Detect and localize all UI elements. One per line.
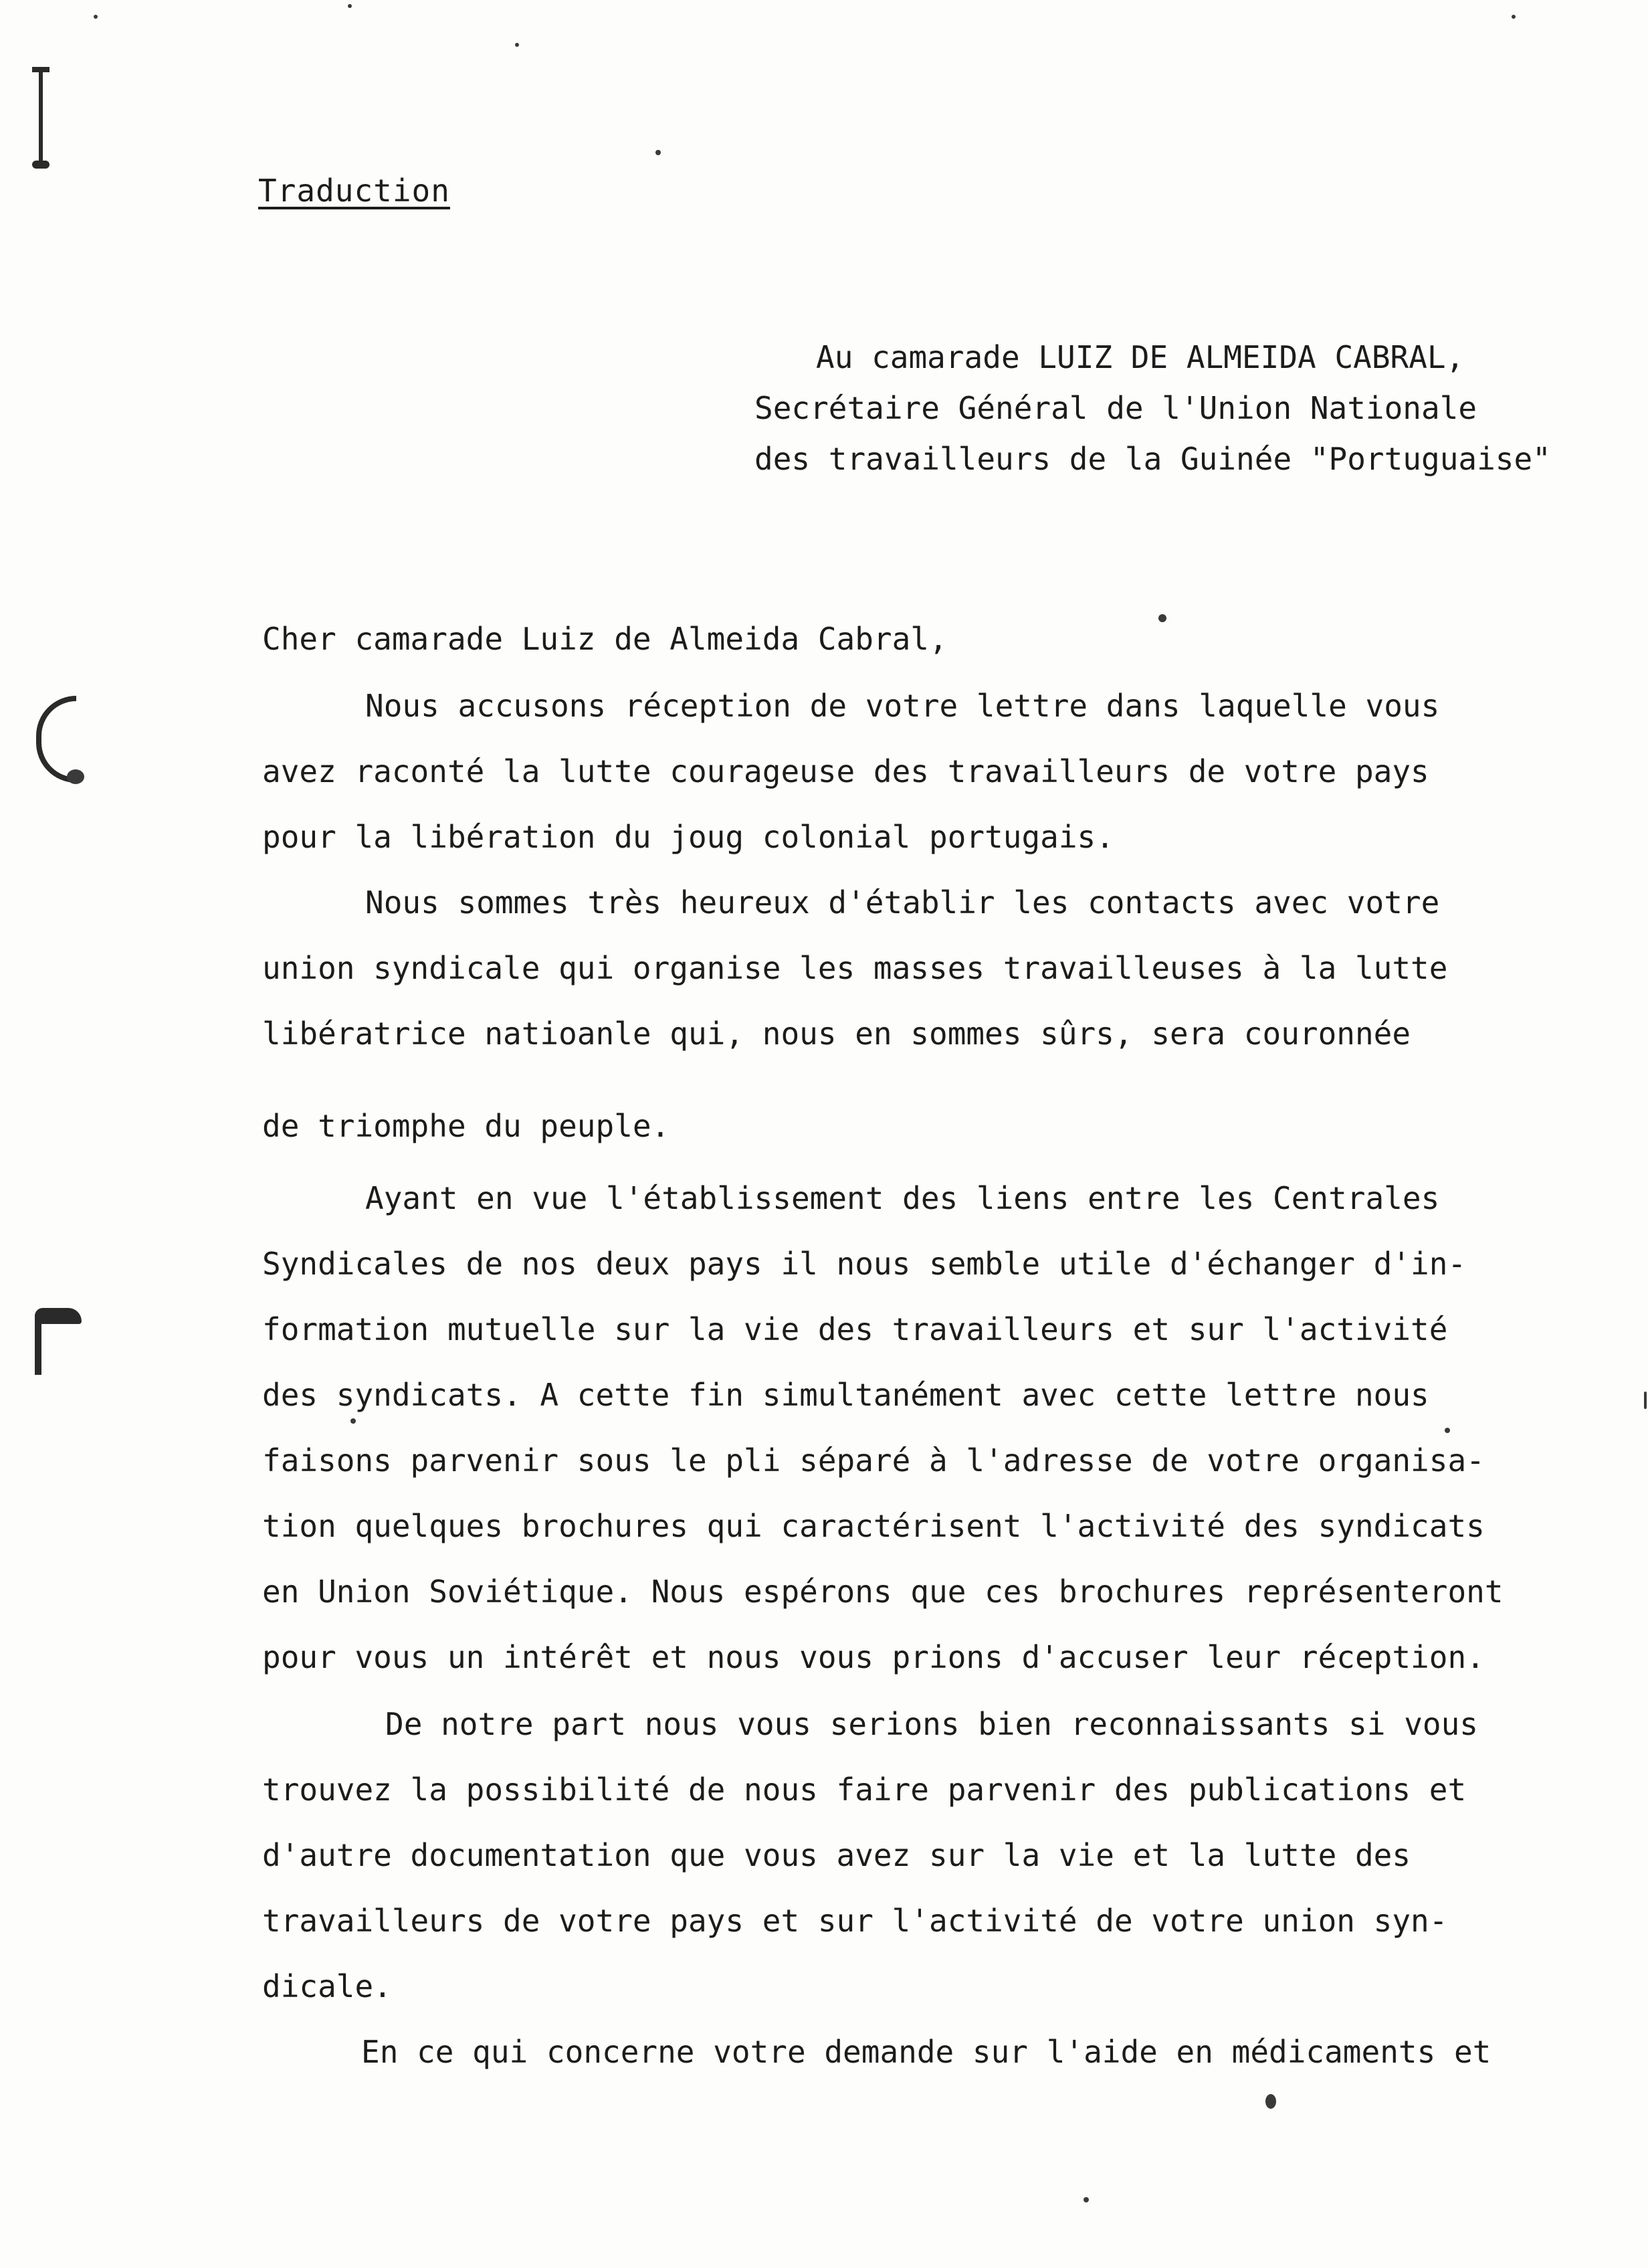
paragraph: [262, 2019, 1491, 2085]
text-line: libératrice natioanle qui, nous en sommes sûrs, sera couronnée: [262, 1016, 1411, 1052]
text-line: formation mutuelle sur la vie des travailleurs et sur l'activité: [262, 1311, 1448, 1347]
text-line: pour vous un intérêt et nous vous prions d'accuser leur réception.: [262, 1639, 1485, 1675]
text-line: de triomphe du peuple.: [262, 1108, 670, 1144]
document-title: Traduction: [258, 173, 450, 209]
text-line: Nous sommes très heureux d'établir les contacts avec votre: [365, 884, 1440, 921]
text-line: des syndicats. A cette fin simultanément avec cette lettre nous: [262, 1377, 1429, 1413]
text-line: d'autre documentation que vous avez sur la vie et la lutte des: [262, 1837, 1411, 1873]
recipient-line: des travailleurs de la Guinée "Portuguaise": [754, 441, 1551, 477]
text-line: union syndicale qui organise les masses travailleuses à la lutte: [262, 950, 1448, 986]
text-line: en Union Soviétique. Nous espérons que ces brochures représenteront: [262, 1574, 1504, 1610]
paragraph: [262, 1165, 1504, 1690]
text-line: Nous accusons réception de votre lettre dans laquelle vous: [365, 688, 1440, 724]
paragraph: [262, 1691, 1478, 2019]
paragraph: [262, 870, 1447, 1159]
salutation: Cher camarade Luiz de Almeida Cabral,: [262, 621, 948, 657]
text-line: faisons parvenir sous le pli séparé à l'adresse de votre organisa-: [262, 1442, 1485, 1479]
text-line: Ayant en vue l'établissement des liens entre les Centrales: [365, 1180, 1440, 1216]
text-line: avez raconté la lutte courageuse des travailleurs de votre pays: [262, 753, 1429, 789]
paragraph: [262, 673, 1439, 870]
text-line: Syndicales de nos deux pays il nous semble utile d'échanger d'in-: [262, 1246, 1467, 1282]
text-line: trouvez la possibilité de nous faire parvenir des publications et: [262, 1772, 1467, 1808]
text-line: pour la libération du joug colonial portugais.: [262, 819, 1114, 855]
recipient-address: [754, 332, 1551, 484]
text-line: travailleurs de votre pays et sur l'activité de votre union syn-: [262, 1903, 1448, 1939]
text-line: tion quelques brochures qui caractérisent l'activité des syndicats: [262, 1508, 1485, 1544]
text-line: dicale.: [262, 1968, 392, 2004]
text-line: En ce qui concerne votre demande sur l'aide en médicaments et: [361, 2034, 1491, 2070]
recipient-line: Au camarade LUIZ DE ALMEIDA CABRAL,: [816, 339, 1465, 375]
recipient-line: Secrétaire Général de l'Union Nationale: [754, 390, 1477, 426]
text-line: De notre part nous vous serions bien reconnaissants si vous: [385, 1706, 1478, 1742]
